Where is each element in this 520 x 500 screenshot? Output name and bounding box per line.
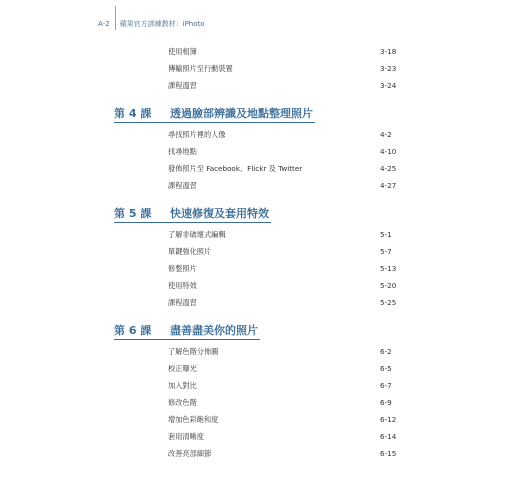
toc-entry-page: 6-12 xyxy=(380,415,397,424)
header-divider xyxy=(115,6,116,30)
toc-entry-title: 使用相簿 xyxy=(168,47,197,56)
lesson-heading xyxy=(114,106,315,123)
toc-entry xyxy=(168,180,398,192)
toc-entry-page: 5-20 xyxy=(380,281,397,290)
toc-entry-title: 增加色彩飽和度 xyxy=(168,415,219,424)
toc-entry xyxy=(168,80,398,92)
lesson-number: 第 5 課 xyxy=(114,207,152,220)
toc-entry xyxy=(168,448,398,460)
lesson-heading xyxy=(114,206,271,223)
toc-entry xyxy=(168,46,398,58)
toc-entry-page: 4-25 xyxy=(380,164,397,173)
toc-entry-title: 發佈照片至 Facebook、Flickr 及 Twitter xyxy=(168,164,303,173)
toc-entry-title: 課程溫習 xyxy=(168,181,197,190)
toc-entry xyxy=(168,380,398,392)
toc-entry-page: 6-9 xyxy=(380,398,392,407)
toc-entry-title: 課程溫習 xyxy=(168,298,197,307)
header-page-number: A-2 xyxy=(98,20,110,28)
toc-entry xyxy=(168,229,398,241)
toc-entry-page: 5-7 xyxy=(380,247,392,256)
lesson-number: 第 6 課 xyxy=(114,324,152,337)
toc-entry-page: 6-5 xyxy=(380,364,392,373)
toc-entry-page: 6-15 xyxy=(380,449,397,458)
lesson-title: 盡善盡美你的照片 xyxy=(170,324,258,337)
toc-entry-page: 3-18 xyxy=(380,47,397,56)
toc-entry xyxy=(168,129,398,141)
toc-entry-title: 單鍵強化照片 xyxy=(168,247,212,256)
toc-entry-page: 4-27 xyxy=(380,181,397,190)
toc-entry xyxy=(168,297,398,309)
toc-entry xyxy=(168,163,398,175)
toc-entry xyxy=(168,414,398,426)
toc-entry-title: 修整照片 xyxy=(168,264,197,273)
toc-entry-page: 6-7 xyxy=(380,381,392,390)
toc-entry xyxy=(168,363,398,375)
toc-entry-title: 了解非破壞式編輯 xyxy=(168,230,226,239)
toc-entry xyxy=(168,246,398,258)
lesson-title: 快速修復及套用特效 xyxy=(170,207,269,220)
toc-entry-page: 5-1 xyxy=(380,230,392,239)
toc-entry xyxy=(168,346,398,358)
lesson-heading xyxy=(114,323,260,340)
toc-entry-title: 加入對比 xyxy=(168,381,197,390)
running-header xyxy=(98,14,205,34)
toc-entry-page: 5-13 xyxy=(380,264,397,273)
toc-entry-title: 改善亮部細節 xyxy=(168,449,212,458)
toc-entry-title: 尋找照片裡的人像 xyxy=(168,130,226,139)
toc-entry-page: 6-2 xyxy=(380,347,392,356)
header-book-title: 蘋果官方訓練教材：iPhoto xyxy=(119,20,205,28)
toc-entry-page: 4-2 xyxy=(380,130,392,139)
toc-entry-title: 課程溫習 xyxy=(168,81,197,90)
toc-entry xyxy=(168,263,398,275)
toc-entry xyxy=(168,146,398,158)
toc-entry-page: 6-14 xyxy=(380,432,397,441)
toc-entry-title: 找尋地點 xyxy=(168,147,197,156)
toc-entry-title: 校正曝光 xyxy=(168,364,197,373)
toc-entry xyxy=(168,431,398,443)
toc-entry-page: 3-23 xyxy=(380,64,397,73)
toc-entry-title: 修改色階 xyxy=(168,398,197,407)
toc-entry-title: 套用清晰度 xyxy=(168,432,204,441)
lesson-title: 透過臉部辨識及地點整理照片 xyxy=(170,107,313,120)
toc-entry-title: 了解色階分佈圖 xyxy=(168,347,219,356)
lesson-number: 第 4 課 xyxy=(114,107,152,120)
toc-entry xyxy=(168,280,398,292)
toc-entry-page: 4-10 xyxy=(380,147,397,156)
toc-entry-title: 使用特效 xyxy=(168,281,197,290)
toc-entry-title: 傳輸照片至行動裝置 xyxy=(168,64,233,73)
toc-entry xyxy=(168,63,398,75)
toc-entry-page: 5-25 xyxy=(380,298,397,307)
toc-entry-page: 3-24 xyxy=(380,81,397,90)
toc-entry xyxy=(168,397,398,409)
